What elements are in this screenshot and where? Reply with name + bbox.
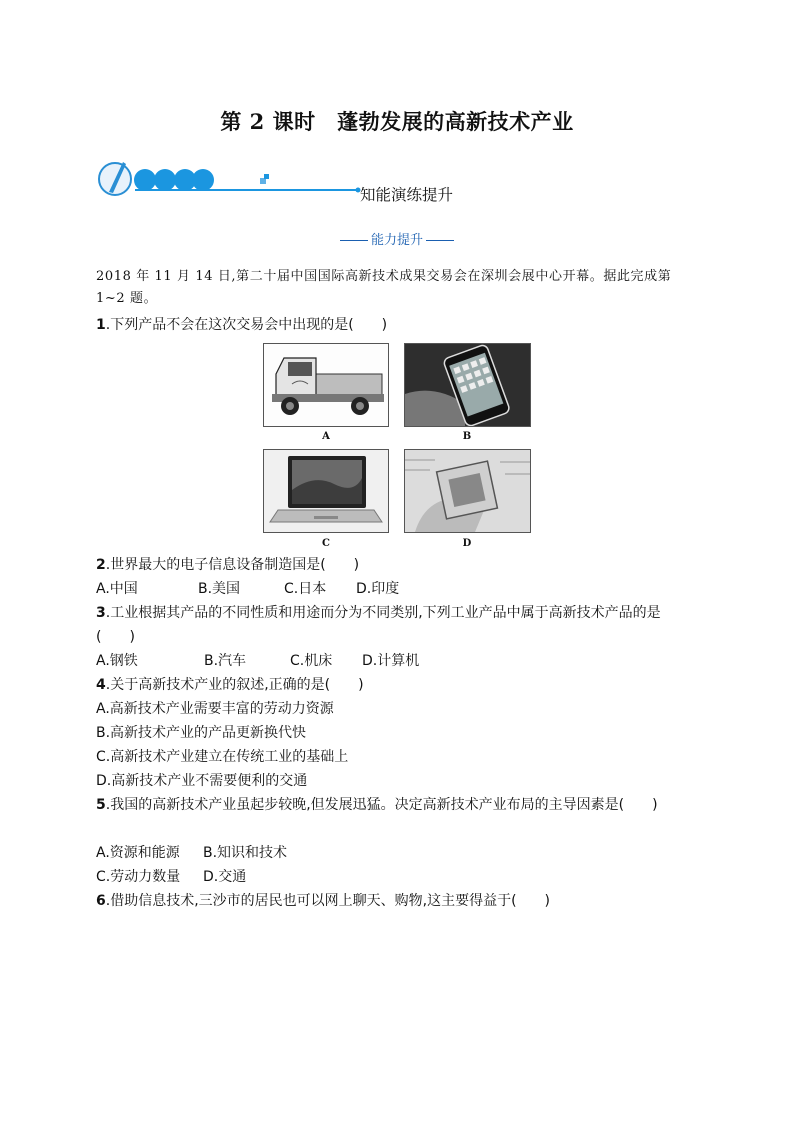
question-2 <box>96 553 696 577</box>
section-heading <box>0 229 794 248</box>
image-caption: C <box>322 538 330 549</box>
phone-picture <box>405 344 530 426</box>
question-4 <box>96 673 696 697</box>
dot-icon <box>192 169 214 191</box>
option: C.劳动力数量 <box>96 869 181 885</box>
option: A.资源和能源 <box>96 845 180 861</box>
option: B.高新技术产业的产品更新换代快 <box>96 725 307 741</box>
divider <box>426 240 454 241</box>
option: D.交通 <box>203 869 247 885</box>
divider <box>340 240 368 241</box>
option: A.中国 <box>96 581 138 597</box>
question-stem: .下列产品不会在这次交易会中出现的是( ) <box>105 317 388 333</box>
question-5-options-row2 <box>96 865 246 889</box>
question-5-options-row1 <box>96 841 287 865</box>
image-caption: D <box>462 538 472 549</box>
question-stem: .借助信息技术,三沙市的居民也可以网上聊天、购物,这主要得益于( ) <box>105 893 551 909</box>
square-icon <box>264 174 269 179</box>
dot-icon <box>134 169 156 191</box>
question-number: 1 <box>96 317 106 333</box>
question-stem: .世界最大的电子信息设备制造国是( ) <box>105 557 360 573</box>
option: D.计算机 <box>362 653 420 669</box>
question-number: 3 <box>96 605 106 621</box>
section-label: 能力提升 <box>370 233 423 248</box>
image-caption: A <box>322 431 330 442</box>
option: D.高新技术产业不需要便利的交通 <box>96 773 308 789</box>
question-stem: .工业根据其产品的不同性质和用途而分为不同类别,下列工业产品中属于高新技术产品的是( ) <box>96 605 661 645</box>
option: C.机床 <box>290 653 333 669</box>
question-number: 2 <box>96 557 106 573</box>
image-phone <box>404 343 531 427</box>
brush-circle-icon <box>99 163 131 195</box>
question-stem: .关于高新技术产业的叙述,正确的是( ) <box>105 677 364 693</box>
question-1 <box>96 313 696 337</box>
option: C.日本 <box>284 581 327 597</box>
image-truck <box>263 343 389 427</box>
banner-label: 知能演练提升 <box>360 186 454 204</box>
dot-icon <box>154 169 176 191</box>
question-number: 5 <box>96 797 106 813</box>
chip-picture <box>405 450 530 532</box>
image-laptop <box>263 449 389 533</box>
image-caption: B <box>462 431 472 442</box>
option: B.知识和技术 <box>203 845 288 861</box>
option: A.高新技术产业需要丰富的劳动力资源 <box>96 701 334 717</box>
image-chip <box>404 449 531 533</box>
option: D.印度 <box>356 581 400 597</box>
option: B.汽车 <box>204 653 247 669</box>
question-6 <box>96 889 696 913</box>
option: C.高新技术产业建立在传统工业的基础上 <box>96 749 349 765</box>
question-number: 6 <box>96 893 106 909</box>
question-5 <box>96 793 696 817</box>
question-stem: .我国的高新技术产业虽起步较晚,但发展迅猛。决定高新技术产业布局的主导因素是( ) <box>105 797 658 813</box>
page-title: 第 2 课时 蓬勃发展的高新技术产业 <box>220 109 574 134</box>
question-3 <box>96 601 696 649</box>
question-2-options <box>96 577 399 601</box>
option: A.钢铁 <box>96 653 138 669</box>
truck-picture <box>264 344 388 426</box>
question-number: 4 <box>96 677 106 693</box>
option: B.美国 <box>198 581 241 597</box>
question-3-options <box>96 649 419 673</box>
intro-paragraph: 2018 年 11 月 14 日,第二十届中国国际高新技术成果交易会在深圳会展中心开幕。据此完成第 1~2 题。 <box>96 269 672 306</box>
laptop-picture <box>264 450 388 532</box>
